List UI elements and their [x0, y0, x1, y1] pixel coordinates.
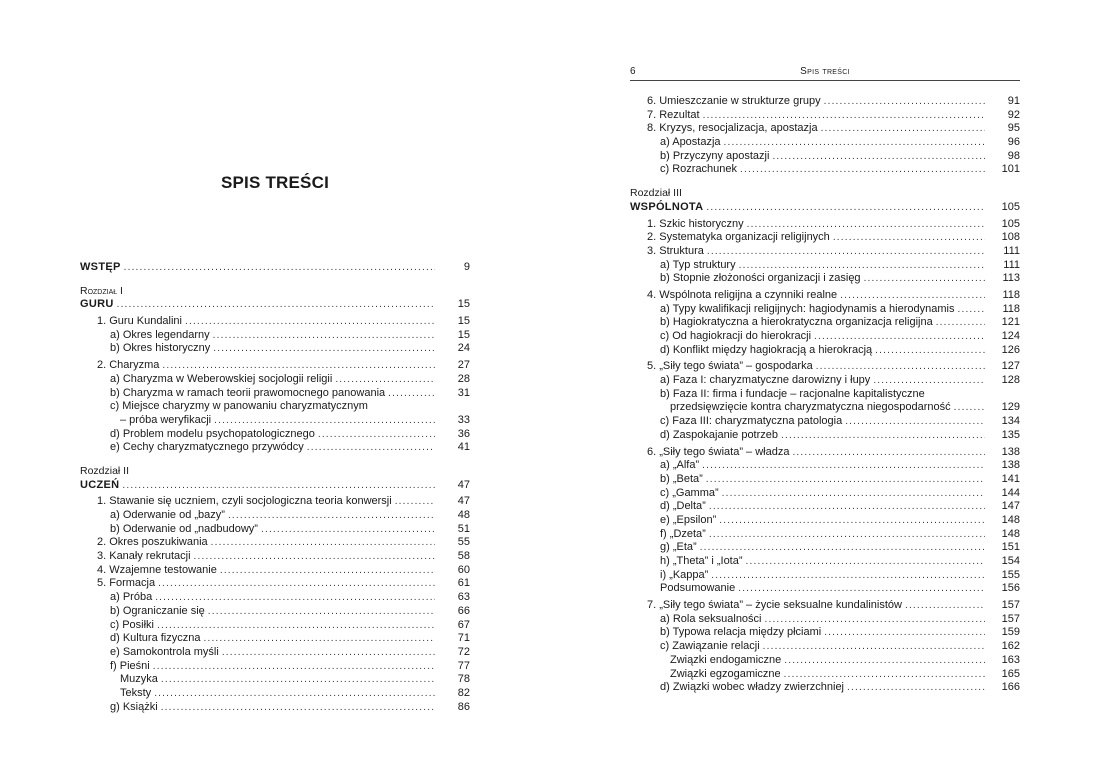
toc-entry-label: b) Faza II: firma i fundacje – racjonalne kapitalistyczne — [660, 387, 925, 400]
toc-page-number: 127 — [1001, 360, 1020, 373]
toc-entry-label: 8. Kryzys, resocjalizacja, apostazja — [647, 122, 818, 135]
toc-entry-label: b) Oderwanie od „nadbudowy” — [110, 522, 258, 535]
toc-entry-label: a) Próba — [110, 591, 153, 604]
toc-entry[interactable] — [630, 303, 1020, 317]
toc-entry-chapter[interactable] — [80, 298, 470, 312]
toc-entry[interactable] — [630, 109, 1020, 123]
toc-entry-label: b) Stopnie złożoności organizacji i zasięg — [660, 272, 861, 285]
toc-entry[interactable] — [630, 528, 1020, 542]
dot-leader — [395, 495, 435, 509]
toc-entry-label: e) Cechy charyzmatycznego przywódcy — [110, 441, 304, 454]
toc-entry-label: c) Miejsce charyzmy w panowaniu charyzmatycznym — [110, 400, 368, 413]
toc-entry-label: – próba weryfikacji — [120, 413, 212, 426]
dot-leader — [740, 163, 985, 177]
toc-page-number: 47 — [457, 495, 470, 508]
toc-page-number: 148 — [1001, 513, 1020, 526]
toc-entry-label: i) „Kappa” — [660, 568, 709, 581]
dot-leader — [700, 541, 985, 555]
chapter-label: Rozdział III — [630, 187, 682, 200]
toc-entry-label: h) „Theta” i „Iota” — [660, 555, 743, 567]
dot-leader — [214, 414, 435, 428]
toc-entry[interactable] — [630, 401, 1020, 415]
toc-entry-label: 1. Guru Kundalini — [97, 315, 182, 328]
dot-leader — [709, 528, 985, 542]
toc-entry-label: a) Apostazja — [660, 136, 721, 149]
toc-page-number: 15 — [457, 328, 470, 341]
toc-page-number: 138 — [1001, 459, 1020, 472]
toc-page-number: 113 — [1002, 272, 1020, 285]
dot-leader — [719, 514, 985, 528]
dot-leader — [824, 626, 985, 640]
toc-entry-label: c) „Gamma” — [660, 486, 719, 499]
toc-entry[interactable] — [630, 487, 1020, 501]
dot-leader — [158, 577, 435, 591]
toc-entry-label: a) Typ struktury — [660, 258, 736, 271]
toc-entry[interactable] — [630, 218, 1020, 232]
dot-leader — [208, 605, 435, 619]
toc-entry[interactable] — [80, 495, 470, 509]
toc-entry-label: 5. Formacja — [97, 577, 156, 590]
toc-entry[interactable] — [630, 259, 1020, 273]
dot-leader — [222, 646, 435, 660]
toc-entry-label: b) „Beta” — [660, 472, 703, 485]
toc-page-number: 66 — [457, 604, 470, 617]
toc-page-number: 141 — [1001, 472, 1020, 485]
dot-leader — [307, 441, 435, 455]
dot-leader — [155, 591, 435, 605]
toc-page-number: 151 — [1001, 541, 1020, 554]
toc-entry[interactable] — [80, 632, 470, 646]
toc-page-number: 105 — [1001, 217, 1020, 230]
toc-entry-label: d) Kultura fizyczna — [110, 632, 201, 645]
dot-leader — [875, 344, 985, 358]
toc-entry-label: d) Zaspokajanie potrzeb — [660, 428, 779, 441]
toc-page-number: 91 — [1007, 95, 1020, 107]
toc-entry-label: WSTĘP — [80, 261, 121, 273]
toc-entry[interactable] — [80, 536, 470, 550]
dot-leader — [161, 701, 435, 715]
toc-page-number: 101 — [1001, 163, 1020, 176]
toc-entry-label: e) Samokontrola myśli — [110, 645, 219, 658]
toc-entry-label: c) Faza III: charyzmatyczna patologia — [660, 415, 843, 428]
toc-entry-label: c) Posiłki — [110, 618, 155, 631]
toc-entry[interactable] — [630, 415, 1020, 429]
toc-entry-label: b) Typowa relacja między płciami — [660, 626, 822, 639]
toc-page-number: 128 — [1001, 374, 1020, 387]
dot-leader — [739, 259, 985, 273]
toc-page-number: 60 — [457, 563, 470, 576]
dot-leader — [784, 654, 985, 668]
toc-page-number: 163 — [1001, 653, 1020, 666]
dot-leader — [746, 555, 985, 569]
toc-entry[interactable] — [80, 523, 470, 537]
toc-entry[interactable] — [80, 329, 470, 343]
dot-leader — [211, 536, 435, 550]
toc-entry-label: f) Pieśni — [110, 659, 150, 672]
toc-page-number: 9 — [463, 261, 470, 273]
dot-leader — [905, 599, 985, 613]
toc-entry-label: b) Ograniczanie się — [110, 604, 205, 617]
dot-leader — [954, 401, 985, 415]
header-page-number: 6 — [630, 66, 636, 77]
toc-entry[interactable] — [630, 446, 1020, 460]
dot-leader — [124, 261, 435, 275]
toc-page-number: 86 — [457, 700, 470, 713]
toc-page-number: 92 — [1007, 108, 1020, 121]
toc-page-number: 108 — [1001, 231, 1020, 244]
toc-entry-label: 2. Okres poszukiwania — [97, 536, 208, 549]
dot-leader — [711, 569, 985, 583]
toc-entry-label: 1. Szkic historyczny — [647, 217, 744, 230]
chapter-label: Rozdział II — [80, 464, 130, 477]
toc-page-number: 27 — [457, 359, 470, 372]
toc-entry[interactable] — [80, 591, 470, 605]
toc-entry-label: g) „Eta” — [660, 541, 697, 554]
toc-entry-label: 3. Struktura — [647, 244, 704, 257]
toc-entry[interactable] — [80, 646, 470, 660]
toc-page-number: 55 — [457, 536, 470, 549]
toc-entry-label: Związki egzogamiczne — [670, 667, 781, 680]
toc-entry[interactable] — [630, 136, 1020, 150]
dot-leader — [194, 550, 435, 564]
toc-entry-label: a) Oderwanie od „bazy” — [110, 509, 225, 521]
toc-page-number: 156 — [1001, 582, 1020, 595]
toc-entry-label: Związki endogamiczne — [670, 653, 782, 666]
toc-entry-label: a) Rola seksualności — [660, 612, 762, 625]
toc-entry[interactable] — [630, 289, 1020, 303]
toc-entry[interactable] — [630, 95, 1020, 109]
toc-entry-label: 2. Charyzma — [97, 359, 160, 372]
toc-entry-label: c) Od hagiokracji do hierokracji — [660, 330, 812, 342]
toc-page-number: 147 — [1001, 500, 1020, 513]
toc-entry[interactable] — [80, 619, 470, 633]
toc-entry-continued[interactable] — [80, 400, 470, 414]
dot-leader — [706, 473, 985, 487]
dot-leader — [318, 428, 435, 442]
toc-entry-label: d) Związki wobec władzy zwierzchniej — [660, 681, 845, 694]
toc-entry[interactable] — [80, 605, 470, 619]
toc-page-number: 63 — [457, 591, 470, 604]
toc-entry-label: 5. „Siły tego świata” – gospodarka — [647, 360, 813, 373]
toc-entry-label: a) Typy kwalifikacji religijnych: hagiodynamis a hierodynamis — [660, 302, 955, 315]
toc-page-number: 111 — [1003, 258, 1020, 271]
toc-entry-label: WSPÓLNOTA — [630, 200, 704, 213]
dot-leader — [722, 487, 985, 501]
dot-leader — [153, 660, 435, 674]
dot-leader — [228, 509, 435, 523]
dot-leader — [772, 150, 985, 164]
dot-leader — [213, 342, 435, 356]
toc-page-number: 126 — [1001, 343, 1020, 356]
toc-page-number: 138 — [1001, 445, 1020, 458]
toc-entry-label: 2. Systematyka organizacji religijnych — [647, 231, 830, 244]
toc-entry-label: a) Faza I: charyzmatyczne darowizny i łupy — [660, 374, 871, 387]
toc-entry[interactable] — [630, 500, 1020, 514]
toc-entry[interactable] — [630, 360, 1020, 374]
toc-page-number: 61 — [457, 577, 470, 590]
toc-page-number: 48 — [457, 509, 470, 521]
dot-leader — [864, 272, 985, 286]
toc-entry[interactable] — [630, 122, 1020, 136]
toc-entry[interactable] — [630, 163, 1020, 177]
toc-entry[interactable] — [630, 613, 1020, 627]
toc-entry-label: d) „Delta” — [660, 500, 706, 513]
toc-entry[interactable] — [630, 231, 1020, 245]
dot-leader — [792, 446, 985, 460]
dot-leader — [335, 373, 435, 387]
toc-entry-label: f) „Dzeta” — [660, 527, 706, 540]
dot-leader — [957, 303, 985, 317]
toc-entry[interactable] — [80, 550, 470, 564]
dot-leader — [706, 201, 985, 215]
dot-leader — [388, 387, 435, 401]
toc-entry[interactable] — [80, 387, 470, 401]
toc-page-number: 129 — [1001, 401, 1020, 414]
toc-page-number: 15 — [457, 315, 470, 328]
dot-leader — [162, 359, 435, 373]
toc-entry[interactable] — [630, 599, 1020, 613]
toc-page-number: 67 — [457, 618, 470, 631]
toc-page-number: 78 — [457, 673, 470, 686]
dot-leader — [709, 500, 985, 514]
dot-leader — [784, 668, 985, 682]
toc-entry-label: GURU — [80, 298, 114, 311]
dot-leader — [824, 95, 985, 109]
running-header — [630, 66, 1020, 81]
toc-entry-label: 7. „Siły tego świata” – życie seksualne kundalinistów — [647, 599, 902, 612]
toc-entry-chapter[interactable] — [80, 479, 470, 493]
toc-entry[interactable] — [630, 668, 1020, 682]
toc-entry[interactable] — [630, 429, 1020, 443]
toc-page-number: 148 — [1001, 527, 1020, 540]
toc-page-number: 15 — [457, 298, 470, 311]
toc-entry[interactable] — [630, 374, 1020, 388]
dot-leader — [816, 360, 985, 374]
toc-entry-label: b) Charyzma w ramach teorii prawomocnego panowania — [110, 386, 386, 399]
table-of-contents-right — [630, 95, 1020, 695]
page-title: SPIS TREŚCI — [220, 173, 329, 192]
toc-entry[interactable] — [80, 660, 470, 674]
toc-entry-label: 4. Wzajemne testowanie — [97, 563, 217, 576]
dot-leader — [840, 289, 985, 303]
dot-leader — [781, 429, 985, 443]
toc-entry[interactable] — [80, 701, 470, 715]
toc-page-number: 28 — [457, 372, 470, 385]
toc-entry-label: a) Okres legendarny — [110, 328, 210, 341]
toc-page-number: 154 — [1001, 555, 1020, 567]
toc-entry-chapter[interactable] — [630, 201, 1020, 215]
dot-leader — [747, 218, 985, 232]
toc-page-number: 111 — [1003, 244, 1020, 257]
dot-leader — [185, 315, 435, 329]
toc-entry[interactable] — [630, 245, 1020, 259]
toc-entry-label: e) „Epsilon” — [660, 513, 717, 526]
dot-leader — [833, 231, 985, 245]
toc-page-number: 95 — [1007, 122, 1020, 135]
toc-page-number: 96 — [1007, 136, 1020, 149]
toc-entry[interactable] — [630, 654, 1020, 668]
toc-page-number: 47 — [457, 478, 470, 491]
dot-leader — [154, 687, 435, 701]
dot-leader — [873, 374, 985, 388]
dot-leader — [724, 136, 985, 150]
toc-entry[interactable] — [630, 330, 1020, 344]
dot-leader — [261, 523, 435, 537]
toc-page-number: 118 — [1002, 288, 1020, 301]
toc-entry[interactable] — [80, 564, 470, 578]
toc-entry[interactable] — [630, 150, 1020, 164]
toc-entry[interactable] — [80, 359, 470, 373]
dot-leader — [203, 632, 435, 646]
toc-entry[interactable] — [630, 555, 1020, 569]
toc-page-number: 36 — [457, 427, 470, 440]
toc-entry[interactable] — [630, 626, 1020, 640]
toc-page-number: 105 — [1001, 200, 1020, 213]
toc-entry-label: c) Rozrachunek — [660, 163, 738, 176]
toc-page-number: 72 — [457, 645, 470, 658]
toc-entry[interactable] — [80, 342, 470, 356]
toc-entry[interactable] — [630, 344, 1020, 358]
dot-leader — [936, 316, 985, 330]
dot-leader — [821, 122, 985, 136]
toc-entry[interactable] — [630, 640, 1020, 654]
dot-leader — [738, 582, 985, 596]
toc-page-number: 159 — [1001, 626, 1020, 639]
toc-page-number: 124 — [1001, 330, 1020, 342]
toc-entry-intro[interactable] — [80, 261, 470, 275]
toc-page-number: 162 — [1001, 640, 1020, 653]
toc-page-number: 121 — [1001, 316, 1020, 329]
toc-entry[interactable] — [80, 441, 470, 455]
toc-page-number: 157 — [1001, 612, 1020, 625]
toc-entry[interactable] — [80, 673, 470, 687]
toc-page-number: 134 — [1001, 415, 1020, 428]
toc-entry[interactable] — [80, 373, 470, 387]
toc-entry[interactable] — [630, 316, 1020, 330]
toc-page-number: 31 — [457, 386, 470, 399]
toc-entry-continued[interactable] — [630, 388, 1020, 402]
toc-entry[interactable] — [630, 569, 1020, 583]
toc-entry[interactable] — [630, 473, 1020, 487]
toc-entry[interactable] — [80, 428, 470, 442]
header-title: Spis treści — [800, 66, 850, 77]
toc-entry-label: 4. Wspólnota religijna a czynniki realne — [647, 288, 838, 301]
toc-entry[interactable] — [630, 681, 1020, 695]
toc-page-number: 118 — [1002, 302, 1020, 315]
dot-leader — [763, 640, 985, 654]
toc-page-number: 98 — [1007, 149, 1020, 162]
toc-entry-label: 1. Stawanie się uczniem, czyli socjologiczna teoria konwersji — [97, 495, 392, 508]
toc-entry-label: a) Charyzma w Weberowskiej socjologii religii — [110, 372, 333, 385]
dot-leader — [765, 613, 986, 627]
toc-page-number: 82 — [457, 686, 470, 699]
toc-entry-label: 6. Umieszczanie w strukturze grupy — [647, 95, 821, 107]
dot-leader — [702, 459, 985, 473]
toc-page-number: 71 — [457, 632, 470, 645]
dot-leader — [847, 681, 985, 695]
toc-entry-label: 7. Rezultat — [647, 108, 700, 121]
dot-leader — [707, 245, 985, 259]
toc-entry-label: b) Okres historyczny — [110, 342, 211, 355]
dot-leader — [220, 564, 435, 578]
toc-entry-label: d) Problem modelu psychopatologicznego — [110, 427, 315, 440]
toc-entry-label: b) Przyczyny apostazji — [660, 149, 770, 162]
toc-entry-label: b) Hagiokratyczna a hierokratyczna organizacja religijna — [660, 316, 933, 329]
toc-entry[interactable] — [80, 577, 470, 591]
dot-leader — [814, 330, 985, 344]
dot-leader — [845, 415, 985, 429]
toc-page-number: 33 — [457, 413, 470, 426]
toc-page-number: 41 — [457, 441, 470, 454]
dot-leader — [703, 109, 985, 123]
toc-entry-label: c) Zawiązanie relacji — [660, 640, 760, 653]
toc-page-number: 166 — [1001, 681, 1020, 694]
toc-entry-label: Muzyka — [120, 673, 158, 686]
toc-entry[interactable] — [630, 514, 1020, 528]
toc-page-number: 24 — [457, 342, 470, 355]
toc-page-number: 165 — [1001, 667, 1020, 680]
toc-entry[interactable] — [630, 541, 1020, 555]
dot-leader — [157, 619, 435, 633]
dot-leader — [161, 673, 435, 687]
toc-entry-label: g) Książki — [110, 700, 158, 713]
toc-entry-label: d) Konflikt między hagiokracją a hierokracją — [660, 343, 873, 356]
toc-entry[interactable] — [630, 582, 1020, 596]
table-of-contents-left — [80, 261, 470, 714]
toc-entry[interactable] — [80, 509, 470, 523]
dot-leader — [117, 298, 435, 312]
toc-entry[interactable] — [80, 414, 470, 428]
toc-entry-label: przedsięwzięcie kontra charyzmatyczna niegospodarność — [670, 401, 951, 414]
chapter-label: Rozdział I — [80, 284, 123, 297]
toc-page-number: 157 — [1001, 599, 1020, 612]
toc-entry[interactable] — [80, 315, 470, 329]
toc-entry-label: a) „Alfa” — [660, 459, 700, 472]
toc-entry-label: UCZEŃ — [80, 478, 120, 491]
toc-page-number: 77 — [457, 659, 470, 672]
toc-page-number: 144 — [1001, 486, 1020, 499]
toc-page-number: 155 — [1001, 568, 1020, 581]
toc-entry-label: Teksty — [120, 686, 152, 699]
toc-entry[interactable] — [630, 272, 1020, 286]
dot-leader — [213, 329, 435, 343]
toc-page-number: 135 — [1001, 428, 1020, 441]
toc-entry[interactable] — [80, 687, 470, 701]
toc-page-number: 58 — [457, 550, 470, 563]
toc-entry-label: Podsumowanie — [660, 582, 736, 595]
toc-entry[interactable] — [630, 459, 1020, 473]
toc-entry-label: 3. Kanały rekrutacji — [97, 550, 191, 563]
toc-page-number: 51 — [457, 522, 470, 535]
dot-leader — [122, 479, 435, 493]
toc-entry-label: 6. „Siły tego świata” – władza — [647, 445, 790, 458]
